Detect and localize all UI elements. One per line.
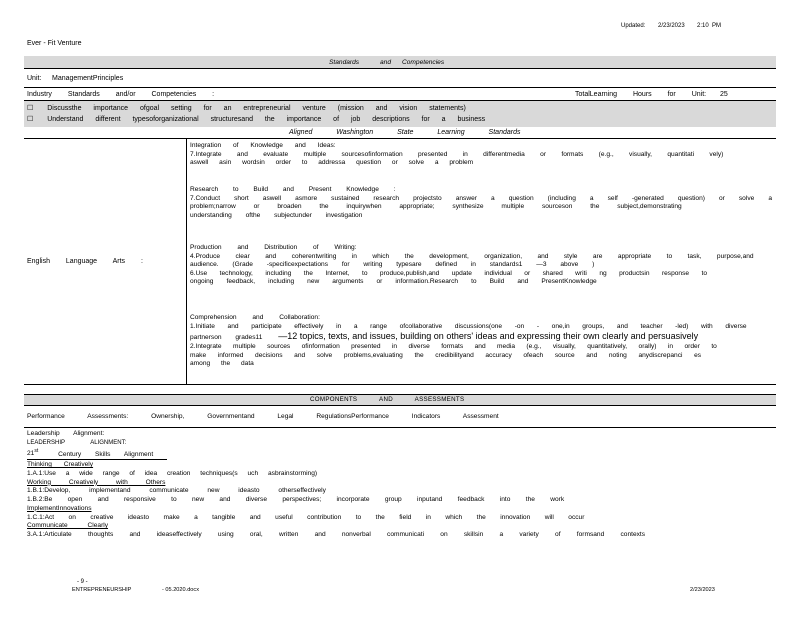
footer-file: - 05.2020.docx [162,587,200,593]
title-competencies: Competencies [402,59,445,66]
section-line: 7.Conduct short aswell asmore sustained research projectsto answer a question (including a self -generated question) or solve a [190,194,772,202]
section-line: 7.Integrate and evaluate multiple sourcesofinformation presented in differentmedia or formats (e.g., visually, quantitati vely) [190,150,724,158]
section-line: 6.Use technology, including the Internet, to produce,publish,and update individual or shared writi ng productsin response to [190,269,707,277]
section-heading: Research to Build and Present Knowledge : [190,186,396,193]
page-number: - 9 - [77,579,88,585]
ela-subject: English Language Arts : [27,258,143,265]
title-and: and [380,59,392,66]
section-line: audience. (Grade -specificexpectations for writing typesare defined in standards1 —3 above ) [190,261,595,269]
century-skills-heading: 21st Century Skills Alignment [27,448,154,458]
leadership-alignment-caps: LEADERSHIP ALIGNMENT: [27,439,127,446]
aligned-standards-header: Aligned Washington State Learning Standards [289,129,521,136]
ela-section-comprehension [190,314,747,369]
section-line [190,331,747,343]
title-standards: Standards [329,59,360,66]
section-line: aswell asin wordsin order to addressa question or solve a problem [190,159,474,167]
section-line: 4.Produce clear and coherentwriting in which the development, organization, and style are appropriate to task, purpose,and [190,252,754,260]
group-item: 1.B.1:Develop, implementand communicate new ideasto otherseffectively [27,487,326,495]
competency-item [27,115,485,123]
components-header: COMPONENTS AND ASSESSMENTS [310,396,465,403]
competency-text: Understand different typesoforganizational structuresand the importance of job descriptions for a business [47,116,486,123]
group-title: Working Creatively with Others [27,478,166,486]
section-line: understanding ofthe subjectunder investigation [190,211,363,219]
section-line: 2.Integrate multiple sources ofinformation presented in diverse formats and media (e.g., visually, quantitatively, orally) in order to [190,343,717,351]
footer-left: ENTREPRENEURSHIP [72,587,132,593]
competency-text: Discussthe importance ofgoal setting for an entrepreneurial venture (mission and vision statements) [47,105,466,112]
section-line: problem;narrow or broaden the inquirywhen appropriate; synthesize multiple sourceson the subject,demonstrating [190,203,682,211]
group-item: 3.A.1:Articulate thoughts and ideaseffectively using oral, written and nonverbal communicati on skillsin a variety of formsand contexts [27,530,646,538]
section-line: among the data [190,360,254,368]
checkbox-icon: ☐ [27,105,34,112]
updated-ampm: PM [712,23,721,29]
checkbox-icon: ☐ [27,116,34,123]
performance-assessments-row: Performance Assessments: Ownership, Governmentand Legal RegulationsPerformance Indicators Assessment [27,413,499,420]
group-item: 1.C.1:Act on creative ideasto make a tangible and useful contribution to the field in which the innovation will occur [27,513,585,521]
group-item: 1.B.2:Be open and responsive to new and diverse perspectives; incorporate group inputand feedback into the work [27,496,565,504]
updated-date: 2/23/2023 [658,23,685,29]
section-heading: Integration of Knowledge and Ideas: [190,142,336,149]
unit-label: Unit: [27,75,42,82]
industry-standards-label: Industry Standards and/or Competencies : [27,91,215,98]
group-title: Communicate Clearly [27,522,109,530]
section-line: 1.Initiate and participate effectively in a range ofcollaborative discussions(one -on - one,in groups, and teacher -led) with diverse [190,322,747,330]
group-item: 1.A.1:Use a wide range of idea creation techniques(s uch asbrainstorming) [27,470,318,477]
total-hours-label: TotalLearning Hours for Unit: [575,91,707,98]
leadership-alignment: Leadership Alignment: [27,430,105,437]
program-name: Ever - Fit Venture [27,40,82,47]
updated-label: Updated: [621,23,646,29]
updated-time: 2:10 [697,23,709,29]
title-band [24,56,776,68]
ela-section-production [190,244,754,287]
ela-section-integration [190,142,723,168]
total-hours-value: 25 [720,91,728,98]
group-title: Thinking Creatively [27,461,94,469]
ela-section-research [190,186,772,220]
unit-value: ManagementPrinciples [52,75,124,82]
section-heading: Production and Distribution of Writing: [190,244,357,251]
section-heading: Comprehension and Collaboration: [190,314,320,321]
alignment-block [27,430,645,540]
footer-right: 2/23/2023 [690,587,715,593]
section-line: ongoing feedback, including new arguments or information.Research to Build and PresentKnowledge [190,278,597,286]
section-line: make informed decisions and solve problems,evaluating the credibilityand accuracy ofeach source and noting anydiscrepanci es [190,351,702,359]
section-line-large: —12 topics, texts, and issues, building on others' ideas and expressing their own clearly and persuasively [278,331,699,342]
section-line-small: partnerson grades11 [190,334,263,342]
column-divider [186,138,187,384]
competency-item [27,104,466,112]
group-title: ImplementInnovations [27,504,92,512]
